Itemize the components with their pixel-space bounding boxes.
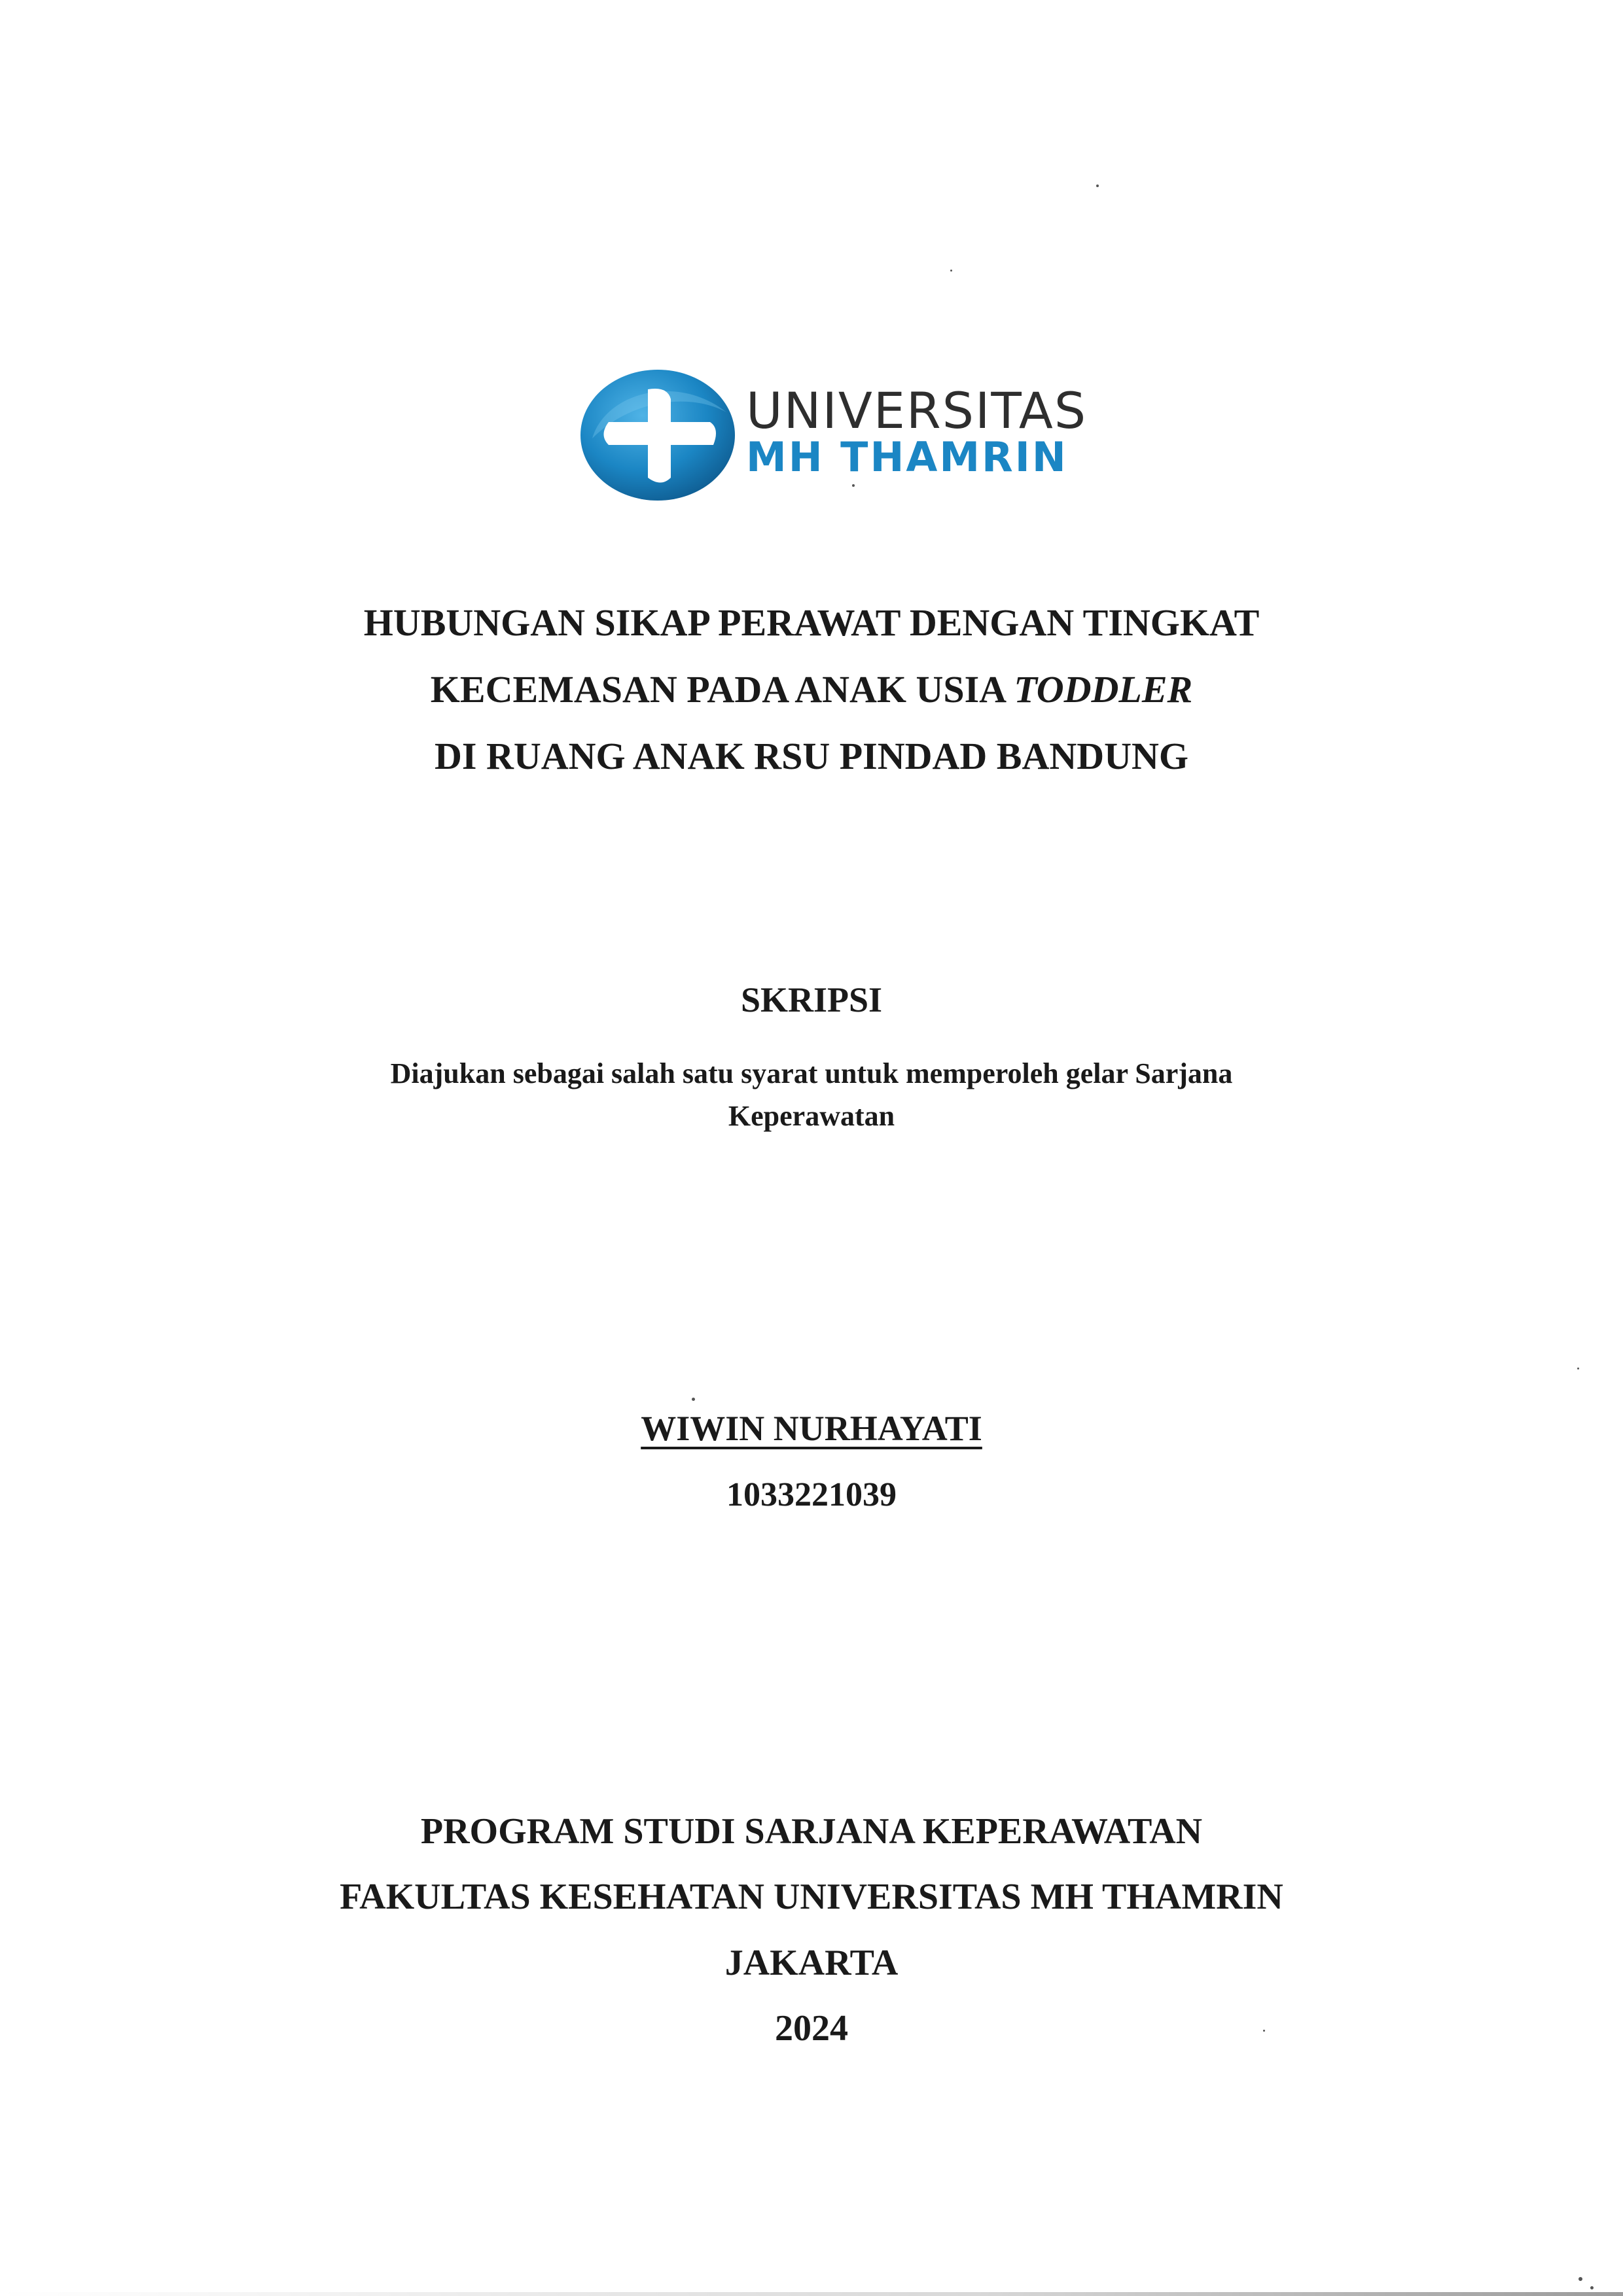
scan-speck [1096, 185, 1099, 187]
thesis-title-line-3: DI RUANG ANAK RSU PINDAD BANDUNG [435, 735, 1188, 777]
scan-speck [1578, 2277, 1582, 2281]
medical-cross-circle-icon [579, 366, 736, 504]
purpose-statement-line-1: Diajukan sebagai salah satu syarat untuk memperoleh gelar Sarjana [390, 1057, 1233, 1089]
logo-text-mh-thamrin: MH THAMRIN [746, 433, 1068, 481]
city: JAKARTA [724, 1943, 899, 1983]
scan-speck [950, 270, 952, 272]
logo-text-universitas: UNIVERSITAS [746, 381, 1088, 440]
thesis-title-line-1: HUBUNGAN SIKAP PERAWAT DENGAN TINGKAT [363, 601, 1260, 644]
student-id: 1033221039 [726, 1476, 897, 1513]
thesis-title-italic-term: TODDLER [1014, 668, 1193, 711]
author-name: WIWIN NURHAYATI [641, 1409, 982, 1448]
document-type-heading: SKRIPSI [740, 980, 883, 1019]
university-logo [579, 366, 1090, 504]
scan-speck [1263, 2030, 1265, 2032]
purpose-statement-line-2: Keperawatan [728, 1100, 895, 1132]
thesis-title-line-2-text: KECEMASAN PADA ANAK USIA [430, 668, 1014, 711]
thesis-title-line-2 [0, 667, 1623, 711]
faculty-name: FAKULTAS KESEHATAN UNIVERSITAS MH THAMRIN [340, 1877, 1283, 1917]
scan-speck [852, 484, 855, 487]
scan-speck [1590, 2286, 1594, 2289]
scan-edge-shadow [0, 2292, 1623, 2296]
scan-speck [692, 1398, 695, 1401]
year: 2024 [775, 2008, 848, 2049]
study-program: PROGRAM STUDI SARJANA KEPERAWATAN [420, 1811, 1203, 1852]
scan-speck [1577, 1368, 1579, 1369]
